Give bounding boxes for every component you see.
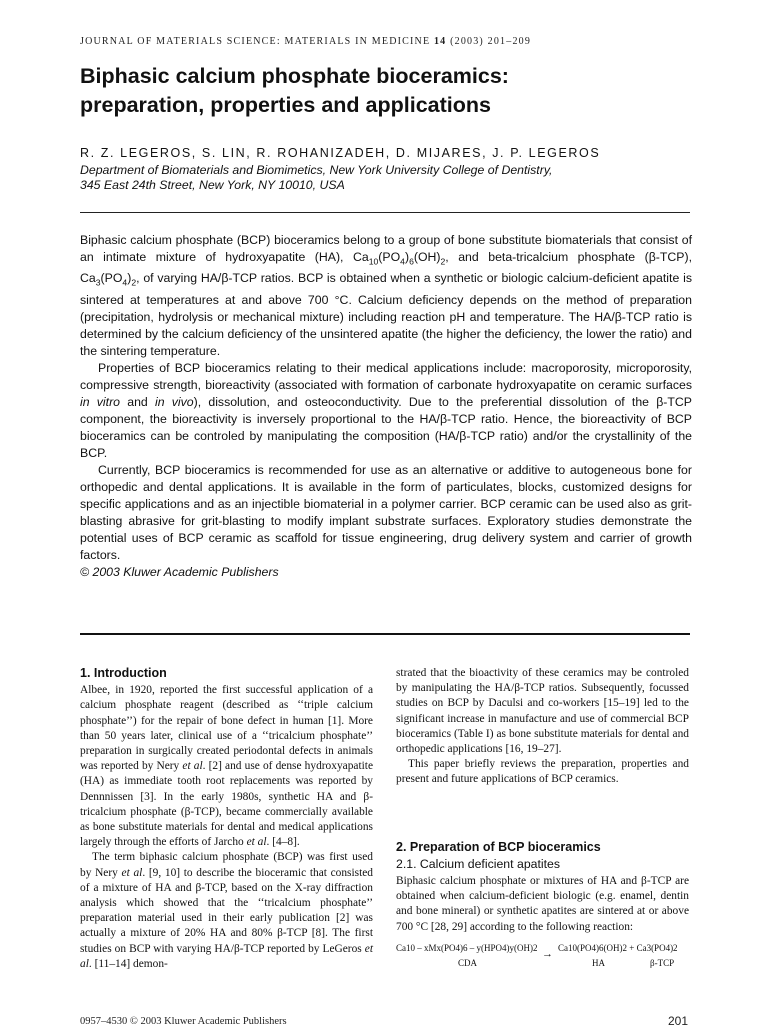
reaction-equation (396, 941, 689, 983)
affiliation-line-2: 345 East 24th Street, New York, NY 10010, USA (80, 178, 345, 192)
preparation-paragraph-1: Biphasic calcium phosphate or mixtures of HA and β-TCP are obtained when calcium-deficient biologic (e.g. enamel, dentin and bone mineral) or synthetic apatites are sintered at or above 700 °C [28, 29] according to the following reaction: (396, 875, 689, 933)
subscript: 2 (131, 277, 137, 288)
abstract-text: (OH) (413, 250, 441, 264)
intro-paragraph-1 (80, 683, 373, 850)
subscript: 2 (440, 256, 446, 267)
body-text: . [9, 10] to describe the bioceramic that consisted of a mixture of HA and β-TCP, based on the X-ray diffraction analysis which showed that the ‘‘tricalcium phosphate’’ preparation material used in their early publication [2] was actually a mixture of 20% HA and 80% β-TCP [8]. The first studies on BCP with varying HA/β-TCP reported by LeGeros (80, 866, 373, 955)
body-text: . [11–14] demon- (88, 957, 168, 970)
abstract-divider (80, 633, 690, 635)
subscript: 3 (95, 277, 101, 288)
intro-paragraph-2 (80, 850, 373, 972)
right-column (396, 666, 689, 983)
abstract-text: and (120, 394, 155, 409)
abstract-text: (PO (100, 271, 123, 286)
italic-term: in vitro (80, 394, 121, 409)
abstract-text: ) (127, 271, 132, 286)
header-divider (80, 212, 690, 213)
reaction-arrow: → (542, 947, 553, 960)
article-title (80, 62, 700, 120)
body-text: . [2] and use of dense hydroxyapatite (HA) as immediate tooth root replacements was reported by Dennnissen [3]. In the early 1980s, synthetic HA and β-tricalcium phosphate (β-TCP), became commercially available as bone substitute materials for dental and medical applications largely through the efforts of Jarcho (80, 760, 374, 849)
abstract-text: ), dissolution, and osteoconductivity. Due to the preferential dissolution of the β-TCP component, the bioreactivity is inversely proportional to the HA/β-TCP ratio. Hence, the bioreactivity of BCP bioceramics can be controled by manipulating the composition (HA/β-TCP ratio) and/or the crystallinity of the BCP. (80, 394, 692, 460)
abstract-text: (PO (378, 250, 401, 264)
italic-term: et al (246, 836, 267, 849)
italic-term: et al (80, 942, 373, 970)
footer-issn: 0957–4530 © 2003 Kluwer Academic Publishers (80, 1016, 287, 1027)
abstract-text: , of varying HA/β-TCP ratios. BCP is obtained when a synthetic or biologic calcium-deficient apatite is sintered at temperatures at and above 700 °C. Calcium deficiency depends on the method of preparation (precipitation, hydrolysis or mechanical mixture) including reaction pH and temperature. The HA/β-TCP ratio is determined by the calcium deficiency of the unsintered apatite (the higher the deficiency, the lower the ratio) and the sintering temperature. (80, 271, 692, 358)
abstract-copyright: © 2003 Kluwer Academic Publishers (80, 564, 279, 579)
column-spacer (396, 788, 689, 840)
body-text: The term biphasic calcium phosphate (BCP) was first used by Nery (80, 851, 373, 879)
left-column (80, 666, 373, 972)
abstract-paragraph-3: Currently, BCP bioceramics is recommended for use as an alternative or additive to autogeneous bone for orthopedic and dental applications. It is available in the form of particulates, blocks, customized designs for specific applications and as an injectible biomaterial in a polymer carrier. BCP ceramic can be used also as grit-blasting abrasive for grit-blasting to modify implant substrate surfaces. Exploratory studies demonstrate the potential uses of BCP ceramic as scaffold for tissue engineering, drug delivery system and carrier of growth factors. (80, 462, 692, 562)
body-text: . [4–8]. (266, 836, 300, 849)
journal-year-pages: (2003) 201–209 (450, 36, 532, 47)
journal-volume: 14 (433, 36, 447, 47)
abstract (80, 232, 692, 581)
section-heading-preparation: 2. Preparation of BCP bioceramics (396, 839, 601, 854)
body-text: Albee, in 1920, reported the first successful application of a calcium phosphate reagent (described as ‘‘triple calcium phosphate’’) for the repair of bone defect in human [1]. More than 50 years later, clinical use of a ‘‘tricalcium phosphate’’ preparation in surgically created periodontal defects in animals was reported by Nery (80, 684, 373, 773)
subscript: 4 (122, 277, 128, 288)
journal-header (80, 36, 531, 47)
affiliation (80, 163, 720, 193)
abstract-text: , and beta-tricalcium phosphate (β-TCP), Ca (80, 250, 692, 286)
title-line-2: preparation, properties and applications (80, 93, 491, 117)
italic-term: in vivo (154, 394, 194, 409)
section-heading-introduction: 1. Introduction (80, 666, 167, 680)
italic-term: et al (182, 760, 203, 773)
subsection-heading-calcium-deficient: 2.1. Calcium deficient apatites (396, 856, 561, 871)
page-number: 201 (668, 1014, 689, 1028)
title-line-1: Biphasic calcium phosphate bioceramics: (80, 64, 509, 88)
intro-paragraph-4: This paper briefly reviews the preparation, properties and present and future applications of BCP ceramics. (396, 758, 689, 786)
abstract-text: ) (404, 250, 410, 264)
abstract-paragraph-2 (80, 360, 692, 462)
label-beta-tcp: β-TCP (650, 957, 675, 968)
label-cda: CDA (458, 957, 478, 968)
reaction-products: Ca10(PO4)6(OH)2 + Ca3(PO4)2 (558, 942, 678, 953)
journal-name: JOURNAL OF MATERIALS SCIENCE: MATERIALS IN MEDICINE (80, 36, 431, 47)
subscript: 4 (400, 256, 405, 267)
italic-term: et al (121, 866, 143, 879)
abstract-text: Properties of BCP bioceramics relating to their medical applications include: macroporosity, microporosity, compressive strength, bioreactivity (associated with formation of carbonate hydroxyapatite on ceramic surfaces (80, 360, 692, 392)
subscript: 10 (368, 256, 379, 267)
affiliation-line-1: Department of Biomaterials and Biomimetics, New York University College of Dentistry, (80, 163, 553, 177)
subscript: 6 (409, 256, 414, 267)
abstract-text: Biphasic calcium phosphate (BCP) bioceramics belong to a group of bone substitute biomaterials that consist of an intimate mixture of hydroxyapatite (HA), Ca (80, 233, 692, 264)
reaction-reactant: Ca10 – xMx(PO4)6 – y(HPO4)y(OH)2 (396, 942, 538, 953)
abstract-paragraph-1 (80, 232, 692, 360)
label-ha: HA (592, 957, 605, 968)
author-list: R. Z. LEGEROS, S. LIN, R. ROHANIZADEH, D. MIJARES, J. P. LEGEROS (80, 146, 601, 160)
intro-paragraph-3: strated that the bioactivity of these ceramics may be controled by manipulating the HA/β-TCP ratios. Subsequently, focussed studies on BCP by Daculsi and co-workers [15–19] led to the significant increase in manufacture and use of commercial BCP bioceramics (Table I) as bone substitute materials for dental and orthopedic applications [16, 19–27]. (396, 667, 689, 756)
